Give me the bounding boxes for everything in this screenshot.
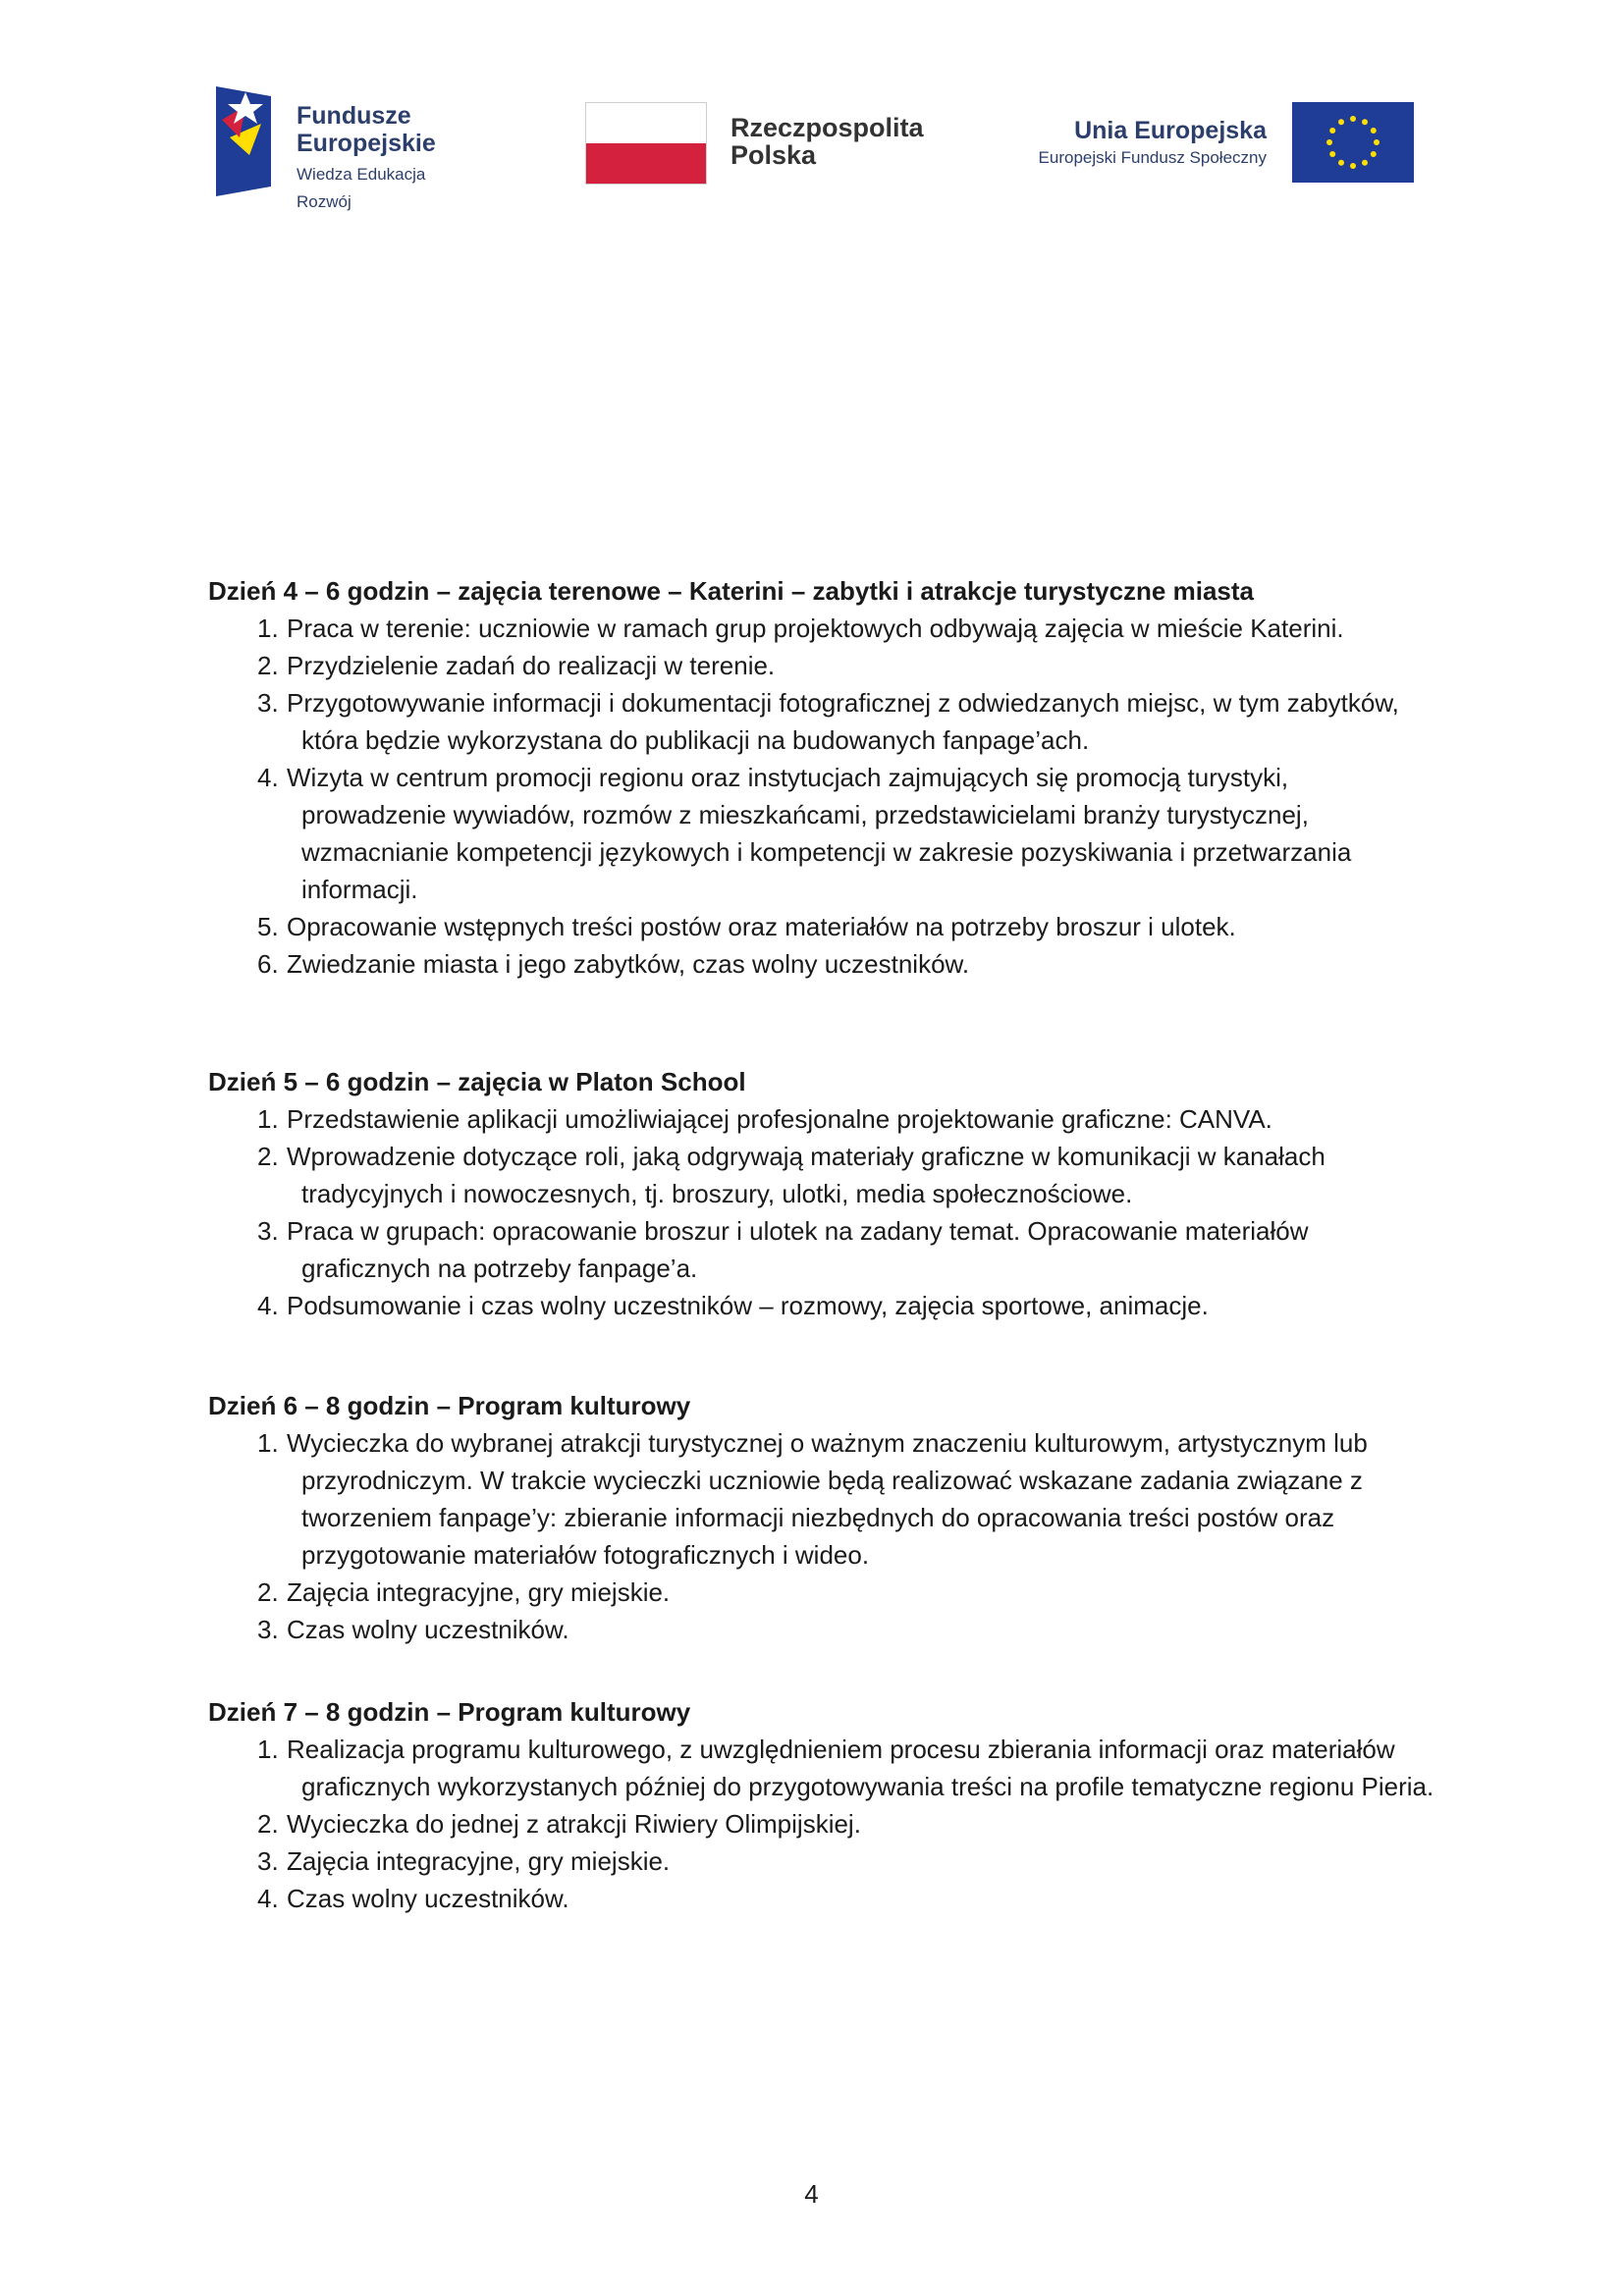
eu-star-icon [1374,139,1380,145]
list-item-number: 3. [257,1615,279,1644]
list-item-number: 3. [257,688,279,718]
eu-star-icon [1371,128,1377,133]
rp-line2: Polska [730,140,817,170]
list-item [208,1100,1435,1138]
eu-star-icon [1329,151,1335,157]
list-item-text: Praca w grupach: opracowanie broszur i ulotek na zadany temat. Opracowanie materiałów graficznych na potrzeby fanpage’a. [287,1216,1309,1283]
list-item [208,1880,1435,1917]
eu-star-icon [1371,151,1377,157]
list-item-number: 1. [257,614,279,643]
fe-line2: Europejskie [297,130,436,157]
list-item [208,684,1435,759]
list-item [208,759,1435,908]
list-item-text: Zajęcia integracyjne, gry miejskie. [287,1846,671,1876]
list-item-text: Wycieczka do jednej z atrakcji Riwiery Olimpijskiej. [287,1809,861,1839]
list-item-text: Podsumowanie i czas wolny uczestników – rozmowy, zajęcia sportowe, animacje. [287,1291,1209,1320]
list-item-text: Zwiedzanie miasta i jego zabytków, czas wolny uczestników. [287,949,970,979]
list-item [208,1842,1435,1880]
list-item-text: Wizyta w centrum promocji regionu oraz instytucjach zajmujących się promocją turystyki, prowadzenie wywiadów, rozmów z mieszkańcami, przedstawicielami branży turystycznej, wzmacnianie kompetencji językowych i kompetencji w zakresie pozyskiwania i przetwarzania informacji. [287,763,1352,904]
document-body [208,572,1435,1917]
numbered-list [208,1424,1435,1648]
section-title: Dzień 5 – 6 godzin – zajęcia w Platon School [208,1067,746,1096]
list-item [208,1611,1435,1648]
list-item-number: 3. [257,1846,279,1876]
fundusze-europejskie-text [297,102,436,216]
list-item-text: Czas wolny uczestników. [287,1884,569,1913]
numbered-list [208,1100,1435,1324]
section-spacer [208,1324,1435,1387]
section-spacer [208,983,1435,1063]
eu-star-icon [1326,139,1332,145]
section-spacer [208,1648,1435,1693]
list-item [208,610,1435,647]
section-title: Dzień 4 – 6 godzin – zajęcia terenowe – Katerini – zabytki i atrakcje turystyczne miasta [208,576,1254,606]
logo-bar [216,86,1414,211]
list-item-text: Zajęcia integracyjne, gry miejskie. [287,1577,671,1607]
numbered-list [208,610,1435,983]
eu-star-icon [1350,116,1356,122]
fundusze-europejskie-flag-icon [216,86,271,196]
list-item-number: 2. [257,651,279,680]
rzeczpospolita-polska-text [730,114,924,169]
list-item [208,1212,1435,1287]
list-item [208,1287,1435,1324]
list-item-text: Przedstawienie aplikacji umożliwiającej profesjonalne projektowanie graficzne: CANVA. [287,1104,1272,1134]
list-item-number: 1. [257,1735,279,1764]
eu-star-icon [1362,160,1368,166]
list-item-number: 4. [257,763,279,792]
unia-europejska-text [1039,116,1267,171]
list-item-text: Realizacja programu kulturowego, z uwzględnieniem procesu zbierania informacji oraz materiałów graficznych wykorzystanych później do przygotowywania treści na profile tematyczne regionu Pieria. [287,1735,1434,1801]
list-item-text: Opracowanie wstępnych treści postów oraz materiałów na potrzeby broszur i ulotek. [287,912,1236,941]
list-item [208,945,1435,983]
list-item-text: Wycieczka do wybranej atrakcji turystycznej o ważnym znaczeniu kulturowym, artystycznym lub przyrodniczym. W trakcie wycieczki uczniowie będą realizować wskazane zadania związane z tworzeniem fanpage’y: zbieranie informacji niezbędnych do opracowania treści postów oraz przygotowanie materiałów fotograficznych i wideo. [287,1428,1368,1570]
rp-line1: Rzeczpospolita [730,113,924,142]
list-item-number: 6. [257,949,279,979]
list-item-number: 1. [257,1104,279,1134]
list-item-number: 2. [257,1142,279,1171]
list-item [208,1138,1435,1212]
list-item [208,1731,1435,1805]
ue-line2: Europejski Fundusz Społeczny [1038,148,1267,167]
list-item [208,908,1435,945]
eu-star-icon [1338,119,1344,125]
list-item-text: Czas wolny uczestników. [287,1615,569,1644]
page-number: 4 [804,2179,819,2209]
eu-star-icon [1329,128,1335,133]
ue-line1: Unia Europejska [1074,117,1267,144]
list-item-number: 1. [257,1428,279,1458]
list-item-number: 2. [257,1577,279,1607]
list-item-number: 3. [257,1216,279,1246]
list-item [208,1424,1435,1574]
list-item-number: 5. [257,912,279,941]
list-item-text: Wprowadzenie dotyczące roli, jaką odgrywają materiały graficzne w komunikacji w kanałach tradycyjnych i nowoczesnych, tj. broszury, ulotki, media społecznościowe. [287,1142,1325,1208]
fe-line1: Fundusze [297,102,411,130]
eu-star-icon [1338,160,1344,166]
eu-star-icon [1362,119,1368,125]
fe-line3: Wiedza Edukacja Rozwój [297,165,426,211]
numbered-list [208,1731,1435,1917]
section-title: Dzień 6 – 8 godzin – Program kulturowy [208,1391,691,1420]
list-item-text: Przygotowywanie informacji i dokumentacji fotograficznej z odwiedzanych miejsc, w tym zabytków, która będzie wykorzystana do publikacji na budowanych fanpage’ach. [287,688,1399,755]
list-item [208,647,1435,684]
section-title: Dzień 7 – 8 godzin – Program kulturowy [208,1697,691,1727]
list-item-number: 4. [257,1884,279,1913]
eu-star-icon [1350,163,1356,169]
list-item-text: Praca w terenie: uczniowie w ramach grup projektowych odbywają zajęcia w mieście Katerini. [287,614,1344,643]
eu-flag-icon [1292,102,1414,183]
polish-flag-icon [585,102,707,185]
list-item [208,1574,1435,1611]
list-item-text: Przydzielenie zadań do realizacji w terenie. [287,651,776,680]
list-item [208,1805,1435,1842]
list-item-number: 4. [257,1291,279,1320]
list-item-number: 2. [257,1809,279,1839]
